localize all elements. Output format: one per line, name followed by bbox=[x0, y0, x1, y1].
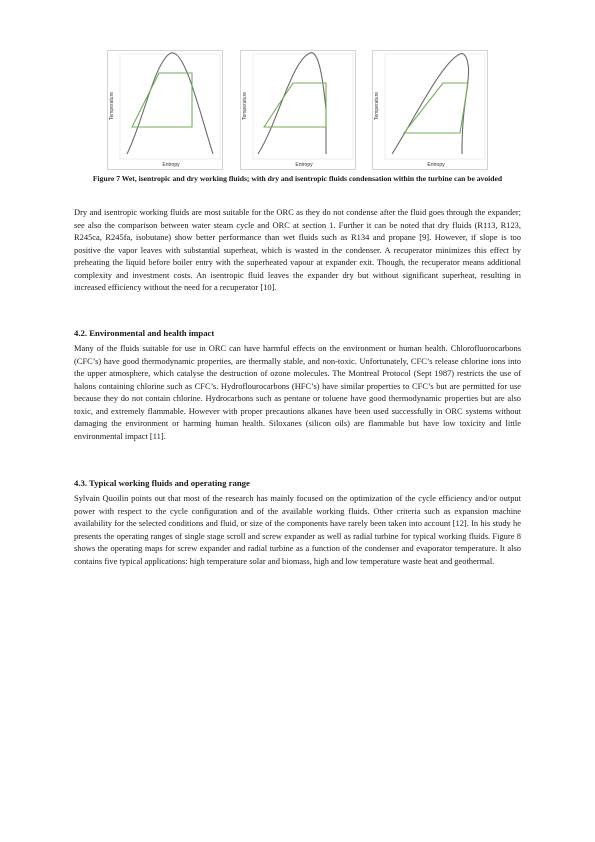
panel-frame bbox=[108, 51, 223, 170]
y-axis-label: Temperature bbox=[374, 91, 380, 121]
panel-frame bbox=[241, 51, 356, 170]
paragraph-environmental: Many of the fluids suitable for use in ORC can have harmful effects on the environment or human health. Chlorofluorocarbons (CFC’s) have good thermodynamic properties, are thermally stable, and non-toxic. Unfortunately, CFC’s release chlorine ions into the upper atmosphere, which catalyse the destruction of ozone molecules. The Montreal Protocol (Sept 1987) restricts the use of halons containing chlorine such as CFC’s. Hydroflourocarbons (HFC’s) have similar properties to CFC’s but are permitted for use because they do not contain chlorine. Hydrocarbons such as pentane or toluene have good thermodynamic properties but are also toxic, and extremely flammable. However with proper precautions alkanes have been used successfully in ORC systems without damaging the environment or harming human health. Siloxanes (silicon oils) are flammable but have low toxicity and little environmental impact [11]. bbox=[74, 343, 521, 441]
ts-diagram-isentropic bbox=[240, 50, 356, 170]
figure-caption: Figure 7 Wet, isentropic and dry working fluids; with dry and isentropic fluids condensation within the turbine can be avoided bbox=[92, 174, 503, 183]
x-axis-label: Entropy bbox=[162, 162, 180, 168]
panel-frame bbox=[373, 51, 488, 170]
y-axis-label: Temperature bbox=[109, 91, 115, 121]
paragraph-working-fluids: Dry and isentropic working fluids are most suitable for the ORC as they do not condense after the fluid goes through the expander; see also the comparison between water steam cycle and ORC at section 1. Further it can be noted that dry fluids (R113, R123, R245ca, R245fa, isobutane) show better performance than wet fluids such as R134 and propane [9]. However, if slope is too positive the vapor leaves with substantial superheat, which is wasted in the condenser. A recuperator minimizes this effect by preheating the liquid before boiler entry with the superheated vapour at expander exit. Though, the recuperator means additional complexity and investment costs. An isentropic fluid leaves the expander dry but without significant superheat, resulting in increased efficiency without the need for a recuperator [10]. bbox=[74, 207, 521, 293]
section-heading-environmental: 4.2. Environmental and health impact bbox=[74, 328, 215, 338]
x-axis-label: Entropy bbox=[427, 162, 445, 168]
y-axis-label: Temperature bbox=[242, 91, 248, 121]
paragraph-typical-fluids: Sylvain Quoilin points out that most of the research has mainly focused on the optimization of the cycle efficiency and/or output power with respect to the cycle configuration and of the available working fluids. Other criteria such as expansion machine availability for the selected conditions and fluid, or size of the components have rarely been taken into account [12]. In his study he presents the operating ranges of single stage scroll and screw expander as well as radial turbine for typical working fluids. Figure 8 shows the operating maps for screw expander and radial turbine as a function of the condenser and evaporator temperature. It also contains five typical applications: high temperature solar and biomass, high and low temperature waste heat and geothermal. bbox=[74, 493, 521, 566]
ts-diagram-dry bbox=[372, 50, 488, 170]
x-axis-label: Entropy bbox=[295, 162, 313, 168]
ts-diagram-wet bbox=[107, 50, 223, 170]
section-heading-typical-fluids: 4.3. Typical working fluids and operating range bbox=[74, 478, 250, 488]
